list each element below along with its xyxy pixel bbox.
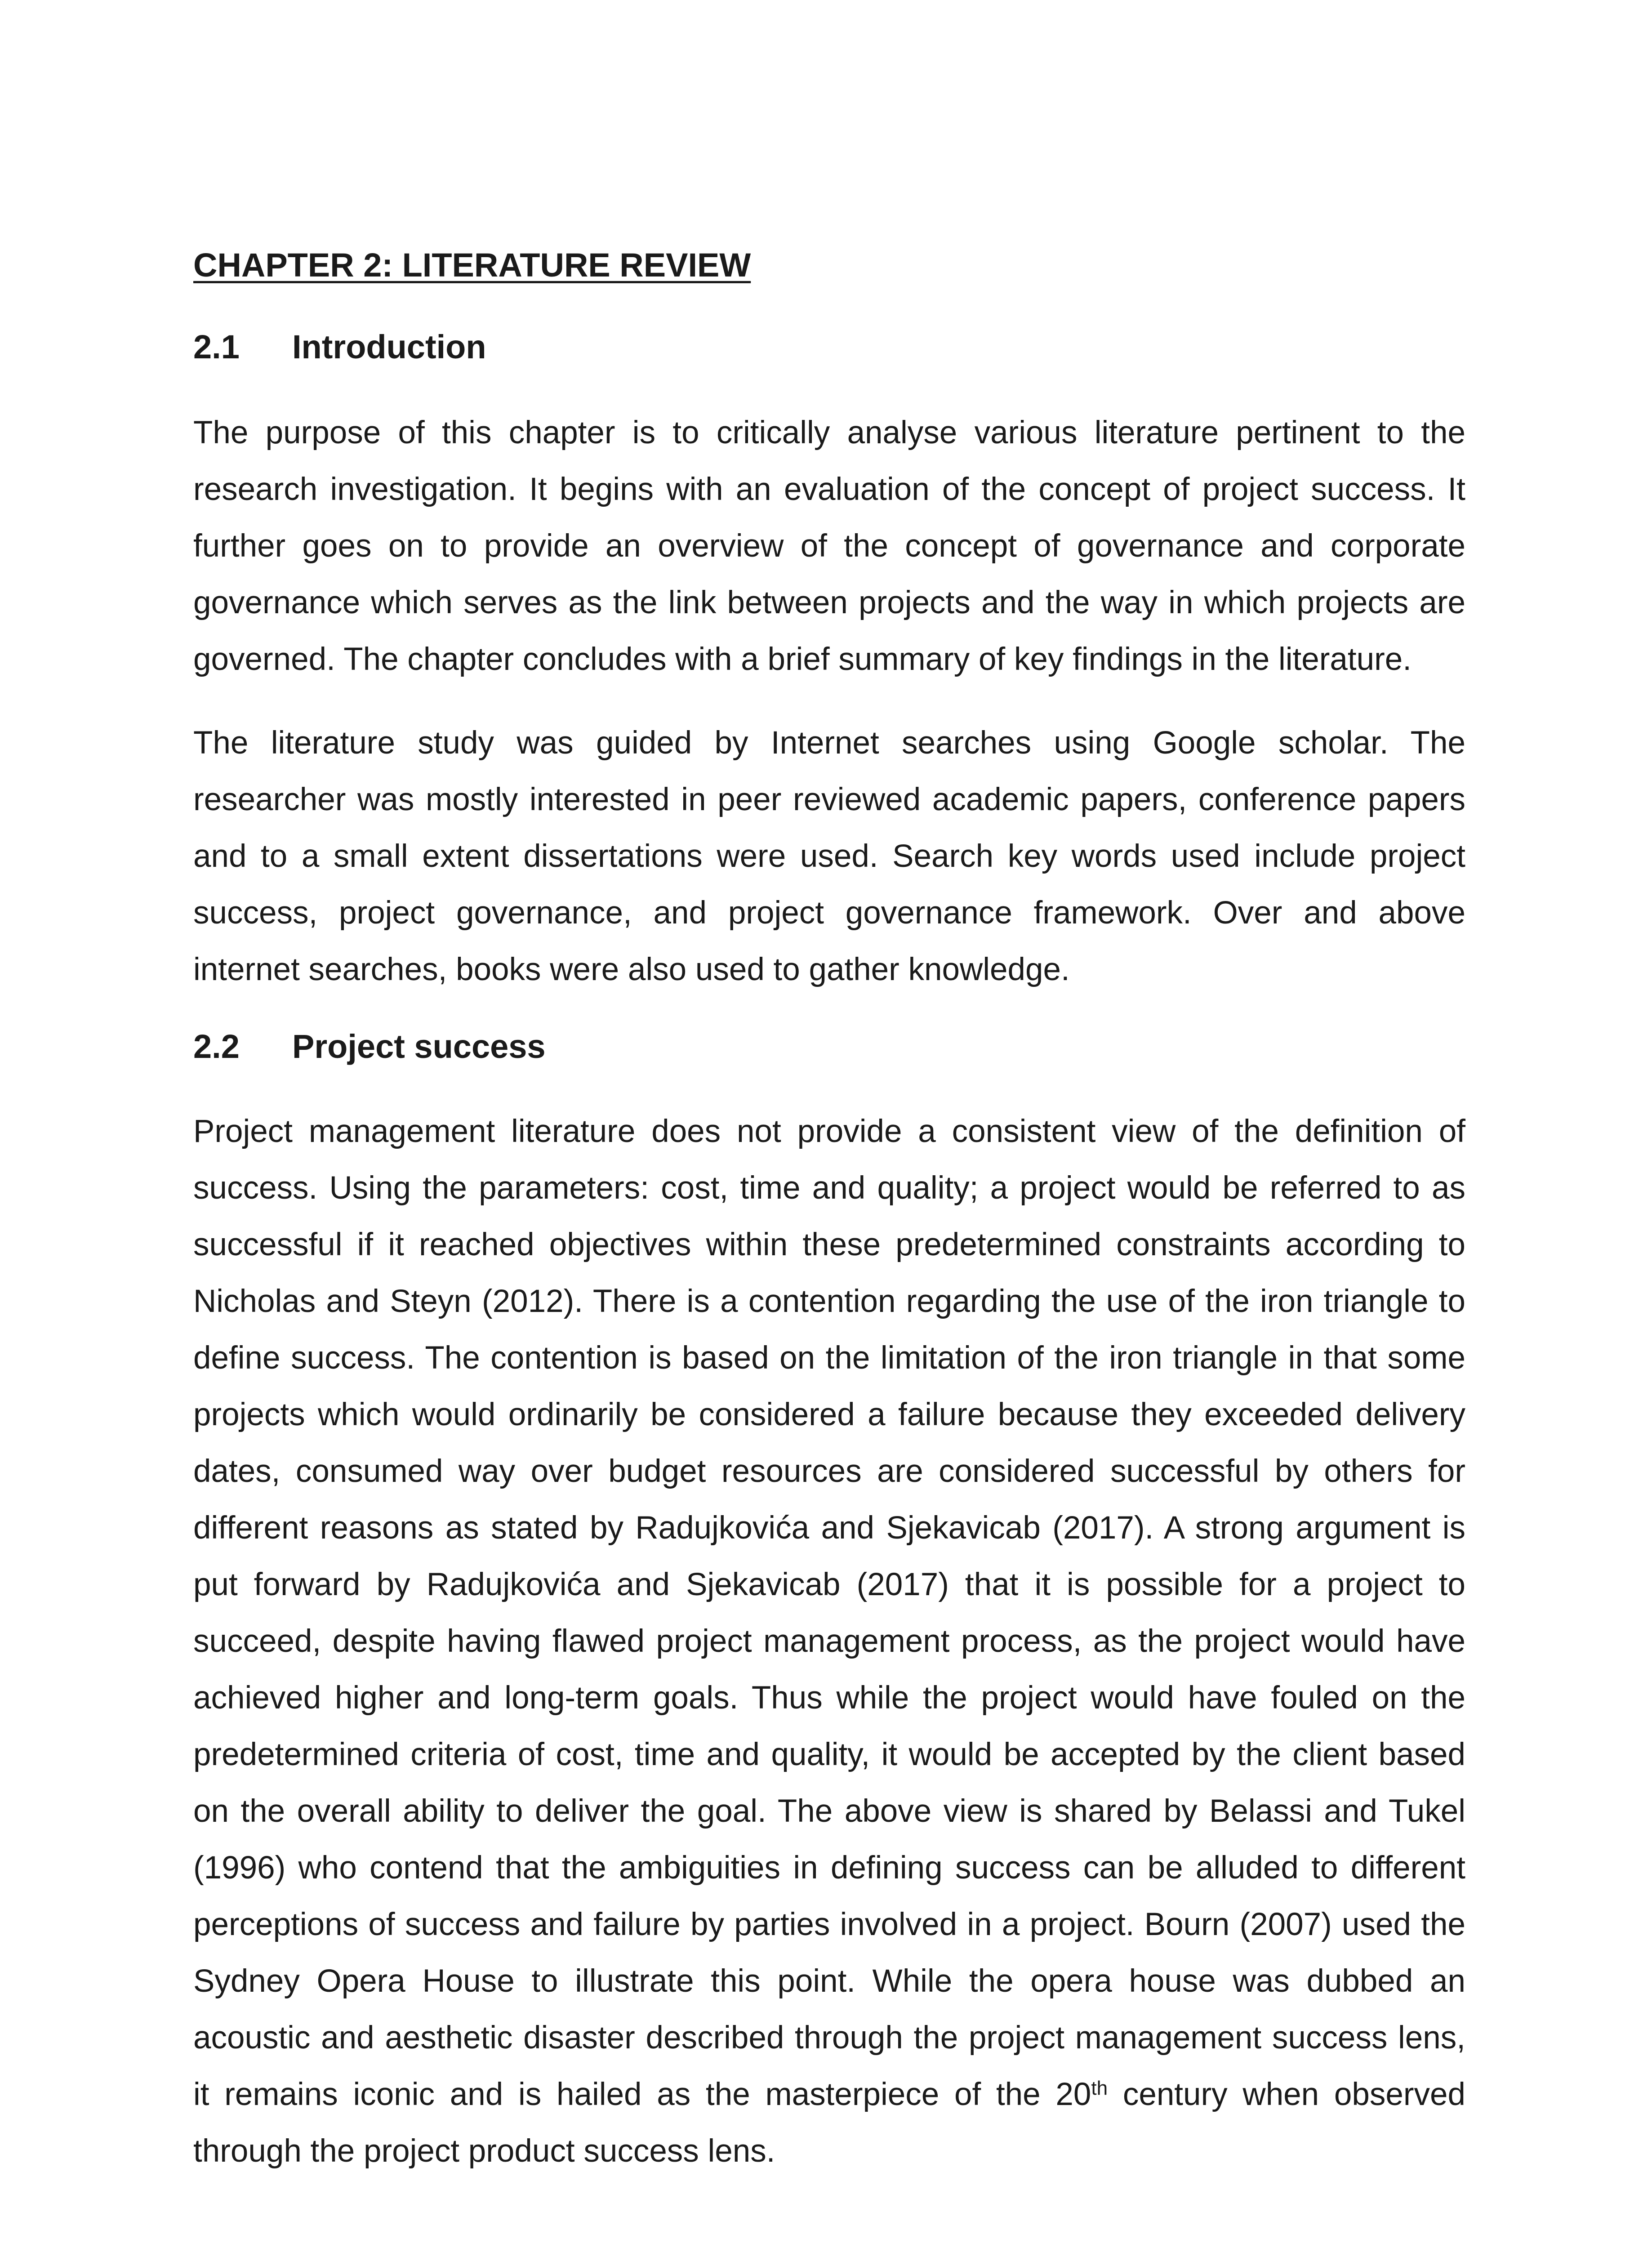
paragraph-project-success xyxy=(193,1103,1465,2180)
chapter-title: CHAPTER 2: LITERATURE REVIEW xyxy=(193,246,751,284)
paragraph-introduction-purpose: The purpose of this chapter is to critically analyse various literature pertinent to the research investigation. It begins with an evaluation of the concept of project success. It further goes on to provide an overview of the concept of governance and corporate governance which serves as the link between projects and the way in which projects are governed. The chapter concludes with a brief summary of key findings in the literature. xyxy=(193,415,1465,677)
section-heading-project-success xyxy=(193,1024,1465,1069)
section-title: Project success xyxy=(292,1028,546,1065)
section-number: 2.1 xyxy=(193,328,240,366)
ordinal-superscript: th xyxy=(1091,2077,1108,2099)
paragraph-introduction-method: The literature study was guided by Internet searches using Google scholar. The researcher was mostly interested in peer reviewed academic papers, conference papers and to a small extent dissertations were used. Search key words used include project success, project governance, and project governance framework. Over and above internet searches, books were also used to gather knowledge. xyxy=(193,725,1465,987)
paragraph-text: Project management literature does not provide a consistent view of the definition of success. Using the parameters: cost, time and quality; a project would be referred to as successful if it reached objectives within these predetermined constraints according to Nicholas and Steyn (2012). There is a contention regarding the use of the iron triangle to define success. The contention is based on the limitation of the iron triangle in that some projects which would ordinarily be considered a failure because they exceeded delivery dates, consumed way over budget resources are considered successful by others for different reasons as stated by Radujkovića and Sjekavicab (2017). A strong argument is put forward by Radujkovića and Sjekavicab (2017) that it is possible for a project to succeed, despite having flawed project management process, as the project would have achieved higher and long-term goals. Thus while the project would have fouled on the predetermined criteria of cost, time and quality, it would be accepted by the client based on the overall ability to deliver the goal. The above view is shared by Belassi and Tukel (1996) who contend that the ambiguities in defining success can be alluded to different perceptions of success and failure by parties involved in a project. Bourn (2007) used the Sydney Opera House to illustrate this point. While the opera house was dubbed an acoustic and aesthetic disaster described through the project management success lens, it remains iconic and is hailed as the masterpiece of the 20 xyxy=(193,1114,1465,2112)
paragraph-text-tail: century when observed through the project product success lens. xyxy=(193,2077,1465,2169)
document-page xyxy=(193,243,1465,2180)
section-number: 2.2 xyxy=(193,1028,240,1065)
section-heading-introduction xyxy=(193,325,1465,370)
section-title: Introduction xyxy=(292,328,486,366)
